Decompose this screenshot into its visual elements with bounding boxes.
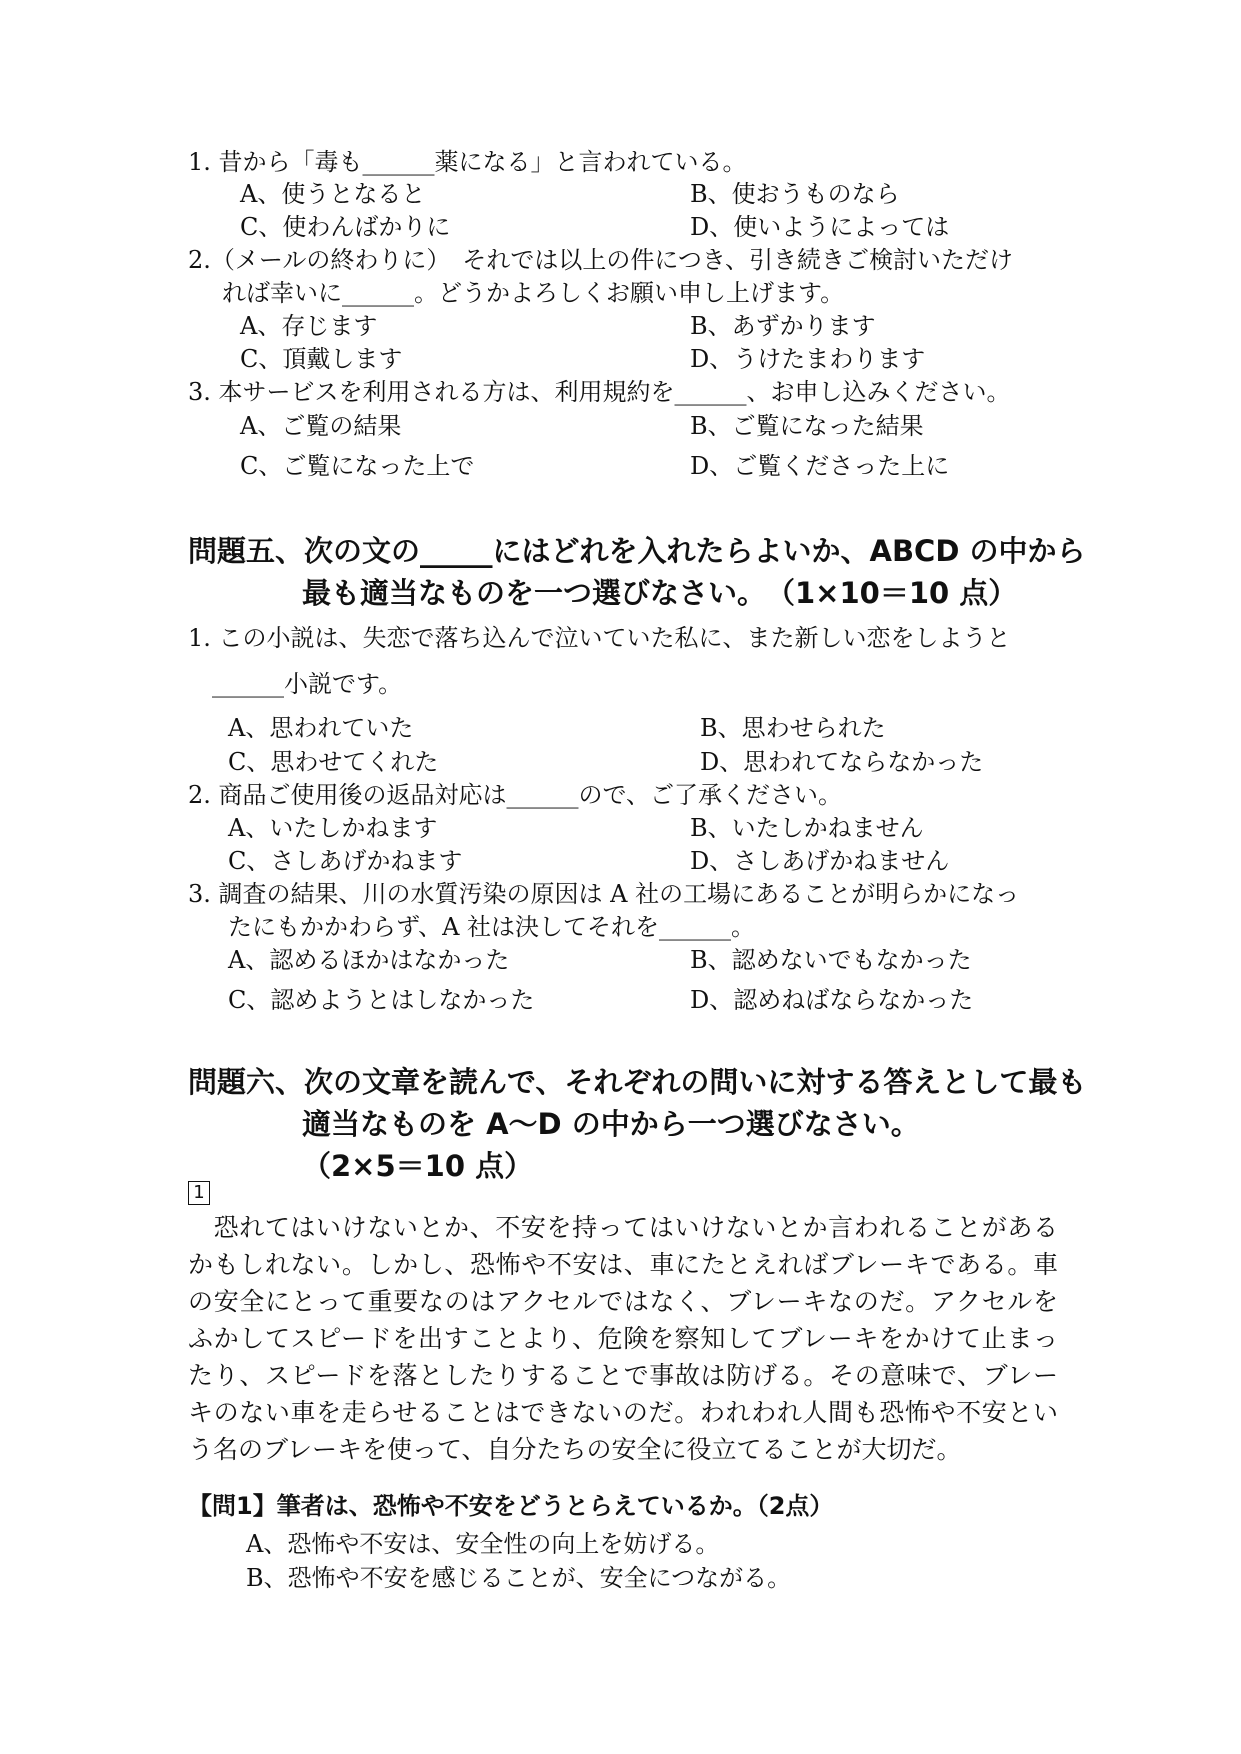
q6-question1-option-b: B、恐怖や不安を感じることが、安全につながる。 xyxy=(246,1564,792,1592)
q6-heading-line3: （2×5＝10 点） xyxy=(302,1149,534,1183)
q5-item3-line1: 3. 調査の結果、川の水質汚染の原因は A 社の工場にあることが明らかになっ xyxy=(188,880,1020,908)
q5-item3-option-b: B、認めないでもなかった xyxy=(690,946,972,974)
q4-item3-option-d: D、ご覧くださった上に xyxy=(690,452,950,480)
q4-item1-option-a: A、使うとなると xyxy=(240,180,426,208)
q5-item3-line2: たにもかかわらず、A 社は決してそれを______。 xyxy=(228,913,756,941)
q6-passage: 恐れてはいけないとか、不安を持ってはいけないとか言われることがあるかもしれない。しかし、恐怖や不安は、車にたとえればブレーキである。車の安全にとって重要なのはアクセルではなく、ブレーキなのだ。アクセルをふかしてスピードを出すことより、危険を察知してブレーキをかけて止まったり、スピードを落としたりすることで事故は防げる。その意味で、ブレーキのない車を走らせることはできないのだ。われわれ人間も恐怖や不安という名のブレーキを使って、自分たちの安全に役立てることが大切だ。 xyxy=(188,1213,1058,1464)
q5-item2-option-a: A、いたしかねます xyxy=(228,814,438,842)
q5-item1-option-b: B、思わせられた xyxy=(700,714,886,742)
q5-item1-option-c: C、思わせてくれた xyxy=(228,748,439,776)
q4-item2-option-c: C、頂戴します xyxy=(240,345,403,373)
q4-item3-option-b: B、ご覧になった結果 xyxy=(690,412,924,440)
q5-item2-option-c: C、さしあげかねます xyxy=(228,847,463,875)
q4-item2-option-d: D、うけたまわります xyxy=(690,345,926,373)
q4-item2-line2: れば幸いに______。どうかよろしくお願い申し上げます。 xyxy=(222,279,845,307)
q4-item2-option-b: B、あずかります xyxy=(690,312,876,340)
q5-item1-line1: 1. この小説は、失恋で落ち込んで泣いていた私に、また新しい恋をしようと xyxy=(188,624,1011,652)
q4-item3-option-c: C、ご覧になった上で xyxy=(240,452,475,480)
q4-item1-line1: 1. 昔から「毒も______薬になる」と言われている。 xyxy=(188,148,747,176)
q4-item1-option-c: C、使わんばかりに xyxy=(240,213,451,241)
q6-heading-line2: 適当なものを A～D の中から一つ選びなさい。 xyxy=(302,1107,920,1141)
passage-number-box: 1 xyxy=(188,1181,210,1205)
q5-heading-line2: 最も適当なものを一つ選びなさい。 （1×10＝10 点） xyxy=(302,576,1018,610)
q6-heading-line1: 問題六、次の文章を読んで、それぞれの問いに対する答えとして最も xyxy=(188,1065,1087,1099)
q5-item2-line1: 2. 商品ご使用後の返品対応は______ので、ご了承ください。 xyxy=(188,781,843,809)
q5-heading-line1: 問題五、次の文の_____にはどれを入れたらよいか、ABCD の中から xyxy=(188,534,1086,568)
q6-question1: 【問1】筆者は、恐怖や不安をどうとらえているか。（2点） xyxy=(188,1492,834,1520)
q5-item3-option-d: D、認めねばならなかった xyxy=(690,986,974,1014)
q4-item1-option-b: B、使おうものなら xyxy=(690,180,900,208)
q4-item2-line1: 2.（メールの終わりに） それでは以上の件につき、引き続きご検討いただけ xyxy=(188,246,1013,274)
q5-item2-option-b: B、いたしかねません xyxy=(690,814,924,842)
q6-question1-option-a: A、恐怖や不安は、安全性の向上を妨げる。 xyxy=(246,1530,720,1558)
q5-item3-option-c: C、認めようとはしなかった xyxy=(228,986,535,1014)
q5-item1-option-a: A、思われていた xyxy=(228,714,414,742)
q5-item2-option-d: D、さしあげかねません xyxy=(690,847,950,875)
q5-item1-option-d: D、思われてならなかった xyxy=(700,748,984,776)
q5-item1-line2: ______小説です。 xyxy=(212,670,403,698)
q5-item3-option-a: A、認めるほかはなかった xyxy=(228,946,510,974)
q4-item3-option-a: A、ご覧の結果 xyxy=(240,412,402,440)
q4-item2-option-a: A、存じます xyxy=(240,312,378,340)
q4-item3-line1: 3. 本サービスを利用される方は、利用規約を______、お申し込みください。 xyxy=(188,378,1011,406)
q4-item1-option-d: D、使いようによっては xyxy=(690,213,950,241)
